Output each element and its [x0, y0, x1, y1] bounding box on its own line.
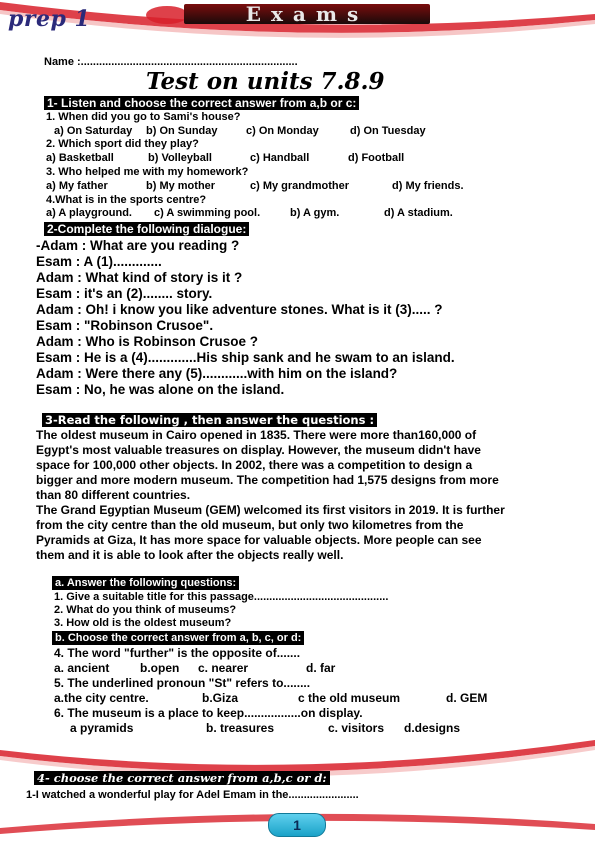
dialogue-line: -Adam : What are you reading ? [36, 238, 240, 253]
part-b-question-5: 5. The underlined pronoun "St" refers to........ [54, 676, 311, 690]
banner-title: Exams [245, 2, 369, 26]
option[interactable]: c) On Monday [246, 125, 319, 137]
dialogue-line: Esam : "Robinson Crusoe". [36, 318, 214, 333]
part-a-heading: a. Answer the following questions: [52, 576, 239, 590]
part-b-question-4: 4. The word "further" is the opposite of....... [54, 646, 301, 660]
name-field-label: Name :....................................................................... [44, 56, 298, 68]
passage-line: space for 100,000 other objects. In 2002, there was a competition to design a [36, 458, 473, 472]
dialogue-line: Esam : No, he was alone on the island. [36, 382, 285, 397]
option[interactable]: a pyramids [70, 721, 134, 735]
option[interactable]: a) On Saturday [54, 125, 133, 137]
option[interactable]: d. far [306, 661, 336, 675]
option[interactable]: d) Football [348, 152, 405, 164]
part-a-question: 1. Give a suitable title for this passage............................................ [54, 591, 389, 603]
option[interactable]: c) A swimming pool. [154, 207, 261, 219]
option[interactable]: d) A stadium. [384, 207, 453, 219]
section2-heading: 2-Complete the following dialogue: [44, 222, 249, 236]
s1-question-3: 3. Who helped me with my homework? [46, 166, 249, 178]
part-a-question: 2. What do you think of museums? [54, 604, 237, 616]
banner-ornament [146, 6, 188, 24]
dialogue-line: Esam : A (1)............. [36, 254, 162, 269]
part-a-question: 3. How old is the oldest museum? [54, 617, 232, 629]
s1-question-1: 1. When did you go to Sami's house? [46, 111, 241, 123]
option[interactable]: c. nearer [198, 661, 249, 675]
dialogue-line: Adam : Were there any (5)............with him on the island? [36, 366, 398, 381]
dialogue-line: Adam : Oh! i know you like adventure stones. What is it (3)..... ? [36, 302, 443, 317]
section1-heading: 1- Listen and choose the correct answer from a,b or c: [44, 96, 359, 110]
passage-line: bigger and more modern museum. The competition had 1,575 designs from more [36, 473, 499, 487]
section4-question-1: 1-I watched a wonderful play for Adel Emam in the....................... [26, 789, 359, 801]
dialogue-line: Esam : He is a (4).............His ship sank and he swam to an island. [36, 350, 455, 365]
option[interactable]: b) On Sunday [146, 125, 218, 137]
s1-question-2: 2. Which sport did they play? [46, 138, 199, 150]
page-number-pill [268, 813, 326, 837]
option[interactable]: d) On Tuesday [350, 125, 426, 137]
passage-line: The Grand Egyptian Museum (GEM) welcomed its first visitors in 2019. It is further [36, 503, 505, 517]
test-title: Test on units 7.8.9 [146, 68, 385, 95]
option[interactable]: c) Handball [250, 152, 310, 164]
option[interactable]: b) My mother [146, 180, 216, 192]
passage-line: Egypt's most valuable treasures on display. However, the museum didn't have [36, 443, 481, 457]
dialogue-line: Adam : What kind of story is it ? [36, 270, 243, 285]
option[interactable]: a) A playground. [46, 207, 132, 219]
option[interactable]: b) A gym. [290, 207, 340, 219]
passage-line: from the city centre than the old museum, but only two kilometres from the [36, 518, 464, 532]
option[interactable]: c. visitors [328, 721, 385, 735]
dialogue-line: Adam : Who is Robinson Crusoe ? [36, 334, 258, 349]
option[interactable]: a.the city centre. [54, 691, 149, 705]
option[interactable]: a) My father [46, 180, 108, 192]
option[interactable]: b. treasures [206, 721, 275, 735]
part-b-heading: b. Choose the correct answer from a, b, c, or d: [52, 631, 304, 645]
option[interactable]: d.designs [404, 721, 461, 735]
option[interactable]: b) Volleyball [148, 152, 212, 164]
passage-line: Pyramids at Giza, It has more space for valuable objects. More people can see [36, 533, 482, 547]
option[interactable]: d) My friends. [392, 180, 464, 192]
option[interactable]: d. GEM [446, 691, 488, 705]
section4-heading: 4- choose the correct answer from a,b,c or d: [34, 771, 330, 785]
section3-heading: 3-Read the following , then answer the questions : [42, 413, 377, 427]
page-number: 1 [293, 817, 301, 833]
passage-line: them and it is able to look after the objects really well. [36, 548, 344, 562]
s1-question-4: 4.What is in the sports centre? [46, 194, 207, 206]
option[interactable]: a) Basketball [46, 152, 114, 164]
exams-banner [184, 4, 430, 24]
grade-label: prep 1 [8, 6, 91, 32]
dialogue-line: Esam : it's an (2)........ story. [36, 286, 213, 301]
option[interactable]: b.open [140, 661, 180, 675]
part-b-question-6: 6. The museum is a place to keep.................on display. [54, 706, 363, 720]
passage-line: The oldest museum in Cairo opened in 1835. There were more than160,000 of [36, 428, 477, 442]
option[interactable]: b.Giza [202, 691, 239, 705]
passage-line: than 80 different countries. [36, 488, 191, 502]
option[interactable]: a. ancient [54, 661, 110, 675]
option[interactable]: c) My grandmother [250, 180, 350, 192]
option[interactable]: c the old museum [298, 691, 401, 705]
